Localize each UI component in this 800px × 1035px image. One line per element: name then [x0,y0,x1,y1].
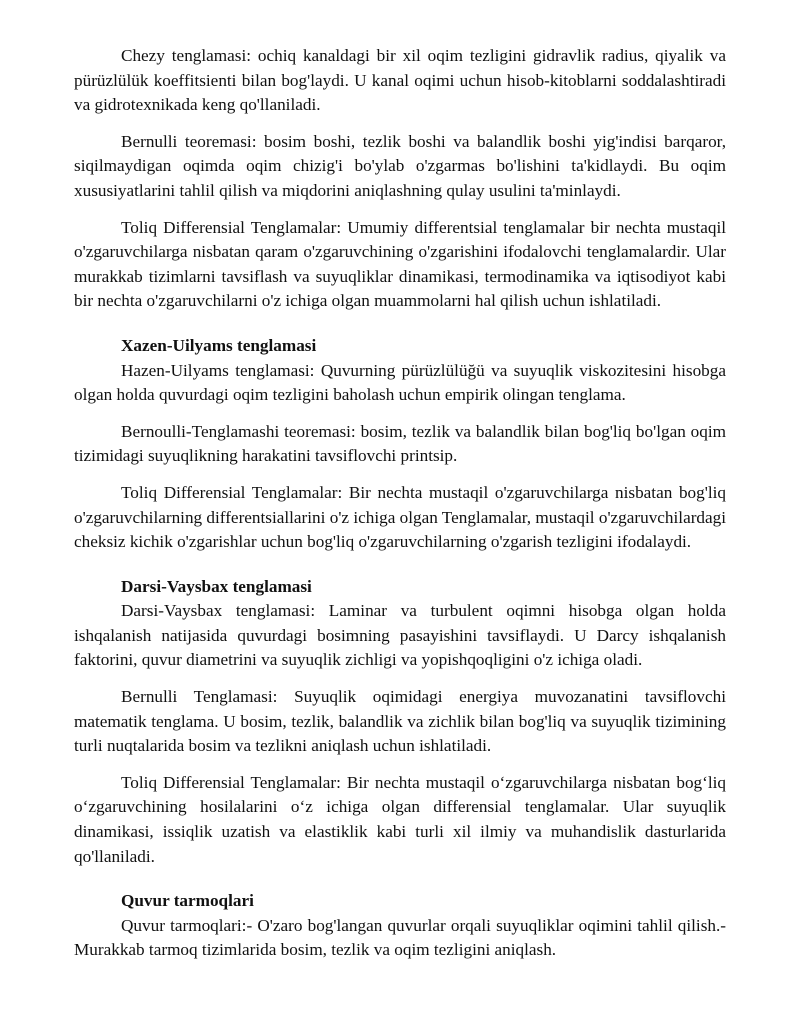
heading-pipe-networks: Quvur tarmoqlari [121,891,254,911]
heading-darcy-weisbach: Darsi-Vaysbax tenglamasi [121,576,312,596]
paragraph-pipe-networks: Quvur tarmoqlari:- O'zaro bog'langan quvurlar orqali suyuqliklar oqimini tahlil qilish.- Murakkab tarmoq tizimlarida bosim, tezlik va oqim tezligini aniqlash. [74,915,726,960]
paragraph-bernoulli-equation: Bernulli Tenglamasi: Suyuqlik oqimidagi energiya muvozanatini tavsiflovchi matematik tenglama. U bosim, tezlik, balandlik va zichlik bilan bog'liq va suyuqlik tizimining turli nuqtalarida bosim va tezlikni aniqlash uchun ishlatiladi. [74,687,726,756]
paragraph-bernoulli-theorem: Bernulli teoremasi: bosim boshi, tezlik boshi va balandlik boshi yig'indisi barqaror, siqilmaydigan oqimda oqim chizig'i bo'ylab o'zgarmas bo'lishini ta'kidlaydi. Bu oqim xususiyatlarini tahlil qilish va miqdorini aniqlashning qulay usulini ta'minlaydi. [74,131,726,200]
paragraph-exact-differential-equations-1: Toliq Differensial Tenglamalar: Umumiy differentsial tenglamalar bir nechta mustaqil o'zgaruvchilarga nisbatan qaram o'zgaruvchining o'zgarishini ifodalovchi tenglamalardir. Ular murakkab tizimlarni tavsiflash va suyuqliklar dinamikasi, termodinamika va iqtisodiyot kabi bir nechta o'zgaruvchilarni o'z ichiga olgan muammolarni hal qilish uchun ishlatiladi. [74,217,726,311]
paragraph-chezy: Chezy tenglamasi: ochiq kanaldagi bir xil oqim tezligini gidravlik radius, qiyalik va pürüzlülük koeffitsienti bilan bog'laydi. U kanal oqimi uchun hisob-kitoblarni soddalashtiradi va gidrotexnikada keng qo'llaniladi. [74,46,726,115]
paragraph-darcy-weisbach: Darsi-Vaysbax tenglamasi: Laminar va turbulent oqimni hisobga olgan holda ishqalanish natijasida quvurdagi bosimning pasayishini tavsiflaydi. U Darcy ishqalanish faktorini, quvur diametrini va suyuqlik zichligi va yopishqoqligini o'z ichiga oladi. [74,601,726,670]
paragraph-bernoulli-equation-theorem: Bernoulli-Tenglamashi teoremasi: bosim, tezlik va balandlik bilan bog'liq bo'lgan oqim tizimidagi suyuqlikning harakatini tavsiflovchi printsip. [74,421,726,466]
heading-hazen-williams: Xazen-Uilyams tenglamasi [121,335,317,355]
paragraph-exact-differential-equations-2: Toliq Differensial Tenglamalar: Bir nechta mustaqil o'zgaruvchilarga nisbatan bog'liq o'zgaruvchilarning differentsiallarini o'z ichiga olgan Tenglamalar, mustaqil o'zgaruvchilardagi cheksiz kichik o'zgarishlar uchun bog'liq o'zgaruvchilarning o'zgarish tezligini ifodalaydi. [74,482,727,552]
paragraph-exact-differential-equations-3: Toliq Differensial Tenglamalar: Bir nechta mustaqil o‘zgaruvchilarga nisbatan bog‘liq o‘zgaruvchining hosilalarini o‘z ichiga olgan differensial tenglamalar. Ular suyuqlik dinamikasi, issiqlik uzatish va elastiklik kabi turli xil ilmiy va muhandislik dasturlarida qo'llaniladi. [74,772,726,866]
paragraph-hazen-williams: Hazen-Uilyams tenglamasi: Quvurning pürüzlülüğü va suyuqlik viskozitesini hisobga olgan holda quvurdagi oqim tezligini baholash uchun empirik olingan tenglama. [74,360,726,405]
